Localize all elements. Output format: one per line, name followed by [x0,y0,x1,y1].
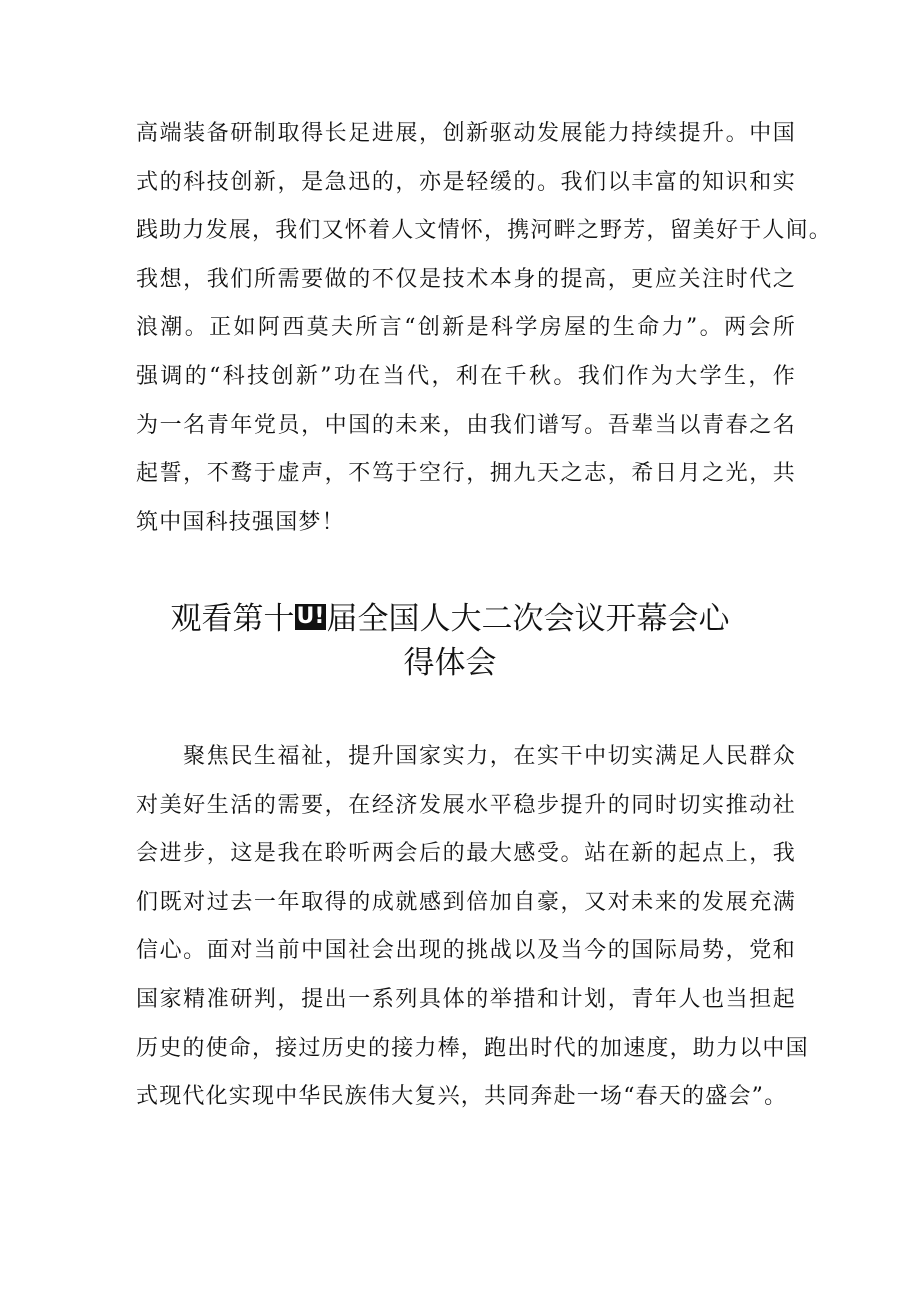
paragraph-line: 对美好生活的需要，在经济发展水平稳步提升的同时切实推动社 [136,792,796,818]
body-paragraph-2 [136,733,809,1122]
paragraph-line: 式现代化实现中华民族伟大复兴，共同奔赴一场“春天的盛会”。 [136,1084,788,1110]
paragraph-line: 信心。面对当前中国社会出现的挑战以及当今的国际局势，党和 [136,938,796,964]
heading-text-after: 届全国人大二次会议开幕会心 [326,601,730,637]
body-paragraph-1 [136,110,833,547]
heading-line-2: 得体会 [403,645,497,681]
paragraph-line: 会进步，这是我在聆听两会后的最大感受。站在新的起点上，我 [136,841,796,867]
paragraph-line: 为一名青年党员，中国的未来，由我们谱写。吾辈当以青春之名 [136,412,796,438]
heading-line-1 [100,597,800,641]
paragraph-line: 国家精准研判，提出一系列具体的举措和计划，青年人也当担起 [136,986,796,1012]
paragraph-line: 式的科技创新，是急迅的，亦是轻缓的。我们以丰富的知识和实 [136,169,796,195]
paragraph-line: 历史的使命，接过历史的接力棒，跑出时代的加速度，助力以中国 [136,1035,809,1061]
paragraph-line: 筑中国科技强国梦！ [136,509,345,535]
paragraph-line: 高端装备研制取得长足进展，创新驱动发展能力持续提升。中国 [136,121,796,146]
paragraph-line: 们既对过去一年取得的成就感到倍加自豪，又对未来的发展充满 [136,889,796,915]
garbled-glyph: U! [296,604,325,629]
paragraph-line: 我想，我们所需要做的不仅是技术本身的提高，更应关注时代之 [136,266,796,292]
paragraph-line: 践助力发展，我们又怀着人文情怀，携河畔之野芳，留美好于人间。 [136,218,833,244]
paragraph-line: 起誓，不鹜于虚声，不笃于空行，拥九天之志，希日月之光，共 [136,461,796,487]
paragraph-line: 强调的“科技创新”功在当代，利在千秋。我们作为大学生，作 [136,363,796,389]
article-heading [100,597,800,685]
paragraph-line: 聚焦民生福祉，提升国家实力，在实干中切实满足人民群众 [136,744,796,769]
paragraph-line: 浪潮。正如阿西莫夫所言“创新是科学房屋的生命力”。两会所 [136,315,796,341]
heading-text-before: 观看第十 [170,601,295,637]
